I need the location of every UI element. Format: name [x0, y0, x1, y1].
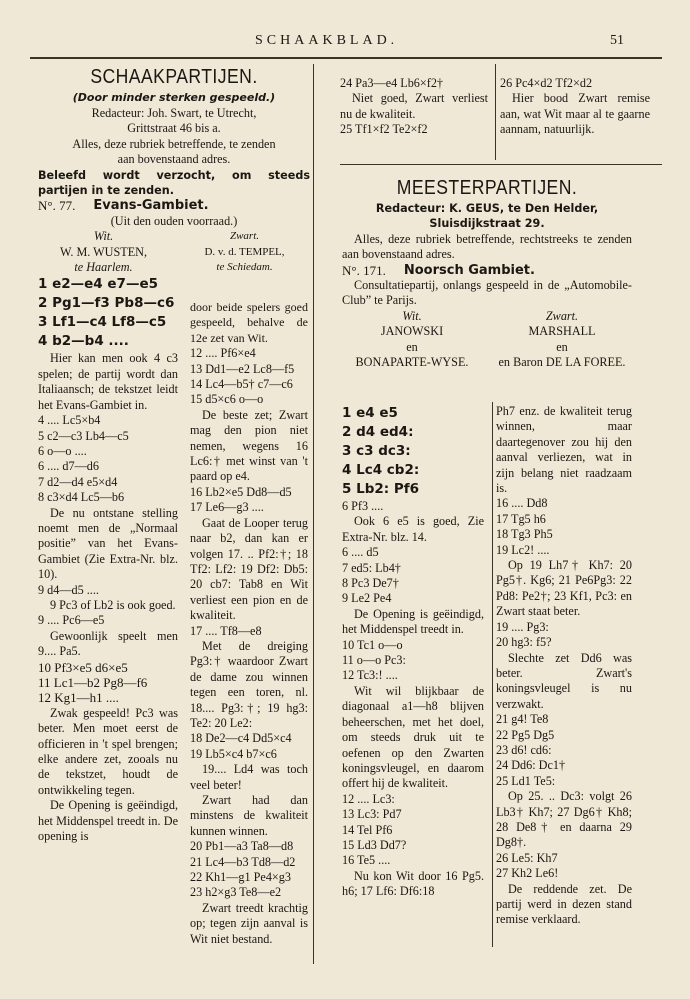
- players: [342, 309, 632, 371]
- move-line: 11 Lc1—b2 Pg8—f6: [38, 675, 148, 690]
- move-line: 12 .... Pf6×e4: [190, 346, 256, 361]
- move-line: 21 g4! Te8: [496, 712, 549, 727]
- move-line: 12 .... Lc3:: [342, 791, 395, 806]
- game-number: N°. 77.: [38, 198, 76, 214]
- move-line: 8 Pc3 De7†: [342, 576, 399, 591]
- annotation: Hier bood Zwart remise aan, wat Wit maar al te gaarne aannam, natuurlijk.: [500, 91, 650, 137]
- middle-column: [190, 300, 308, 947]
- annotation: Op 25. .. Dc3: volgt 26 Lb3† Kh7; 27 Dg6† Kh8; 28 De8† en daarna 29 Dg8†.: [496, 789, 632, 850]
- section-rule-right: [492, 402, 493, 947]
- annotation: 9 Pc3 of Lb2 is ook goed.: [50, 597, 176, 612]
- move-line: 21 Lc4—b3 Td8—d2: [190, 854, 296, 869]
- continuation-block-right: [500, 76, 650, 138]
- section-title: MEESTERPARTIJEN.: [396, 177, 578, 199]
- annotation: Gaat de Looper terug naar b2, dan kan er volgen 17. .. Pf2:†; 18 Tf2: Lf2: 19 Df2: Db5: 20 cb7: Tab8 en Wit verliest een pion en de kwaliteit.: [190, 515, 308, 623]
- annotation: De beste zet; Zwart mag den pion niet nemen, wegens 16 Lc6:† met winst van 't paard op e4.: [190, 407, 308, 484]
- move-line: 17 .... Tf8—e8: [190, 623, 262, 638]
- move-line: 13 Lc3: Pd7: [342, 807, 402, 822]
- move-line: 24 Pa3—e4 Lb6×f2†: [340, 76, 444, 90]
- move-line: 2 d4 ed4:: [342, 424, 414, 440]
- move-line: 13 Dd1—e2 Lc8—f5: [190, 361, 295, 376]
- annotation: De Opening is geëindigd, het Middenspel treedt in. De opening is: [38, 798, 178, 844]
- editor-line: Redacteur: K. GEUS, te Den Helder, Sluisdijkstraat 29.: [375, 202, 599, 231]
- intro-line: Alles, deze rubriek betreffende, te zenden: [72, 136, 276, 151]
- move-line: 4 .... Lc5×b4: [38, 413, 101, 428]
- move-line: 15 d5×c6 o—o: [190, 392, 264, 407]
- white-player-2: BONAPARTE-WYSE.: [355, 355, 469, 370]
- annotation: Ook 6 e5 is goed, Zie Extra-Nr. blz. 14.: [342, 514, 484, 544]
- game-heading: [342, 263, 632, 278]
- game-source: (Uit den ouden voorraad.): [110, 213, 238, 228]
- move-line: 19 Lc2! ....: [496, 542, 550, 557]
- move-line: 9 .... Pc6—e5: [38, 613, 105, 628]
- annotation: Zwak gespeeld! Pc3 was beter. Men moet eerst de officieren in 't spel brengen; elke andere zet, zooals nu de tekstzet, houdt de ontwikkeling tegen.: [38, 705, 178, 797]
- annotation: Wit wil blijkbaar de diagonaal a1—h8 blijven beheerschen, met het doel, om steeds druk uit te oefenen op den Zwarten koningsvleugel, en daarom offert hij de kwaliteit.: [342, 683, 484, 791]
- header-rule: [30, 57, 662, 59]
- move-line: 20 hg3: f5?: [496, 635, 552, 650]
- move-line: 11 o—o Pc3:: [342, 653, 406, 668]
- move-line: 19 Lb5×c4 b7×c6: [190, 746, 277, 761]
- move-line: 9 d4—d5 ....: [38, 582, 99, 597]
- annotation: De reddende zet. De partij werd in dezen stand remise verklaard.: [496, 881, 632, 927]
- move-line: 8 c3×d4 Lc5—b6: [38, 490, 125, 505]
- move-line: 16 Te5 ....: [342, 853, 391, 868]
- journal-title: SCHAAKBLAD.: [255, 33, 399, 48]
- annotation: De nu ontstane stelling noemt men de „Normaal positie” van het Evans-Gambiet (Zie Extra-Nr. blz. 10).: [38, 505, 178, 582]
- section-title: SCHAAKPARTIJEN.: [90, 66, 258, 88]
- page-number: 51: [610, 33, 624, 48]
- annotation: Nu kon Wit door 16 Pg5. h6; 17 Lf6: Df6:18: [342, 868, 484, 899]
- annotation: Op 19 Lh7† Kh7: 20 Pg5†. Kg6; 21 Pe6Pg3: 22 Pd8: Pe2†; 23 Kf1, Pc3: en Zwart staat beter.: [496, 558, 632, 619]
- black-label: Zwart.: [545, 308, 579, 323]
- editor-address: Grittstraat 46 bis a.: [127, 121, 221, 136]
- meester-left-col: [342, 404, 484, 900]
- move-line: 6 .... d5: [342, 545, 379, 560]
- annotation: 19.... Ld4 was toch veel beter!: [190, 762, 308, 792]
- annotation: Slechte zet Dd6 was beter. Zwart's koningsvleugel is nu verzwakt.: [496, 650, 632, 711]
- move-line: 14 Tel Pf6: [342, 822, 393, 837]
- move-line: 5 c2—c3 Lb4—c5: [38, 428, 129, 443]
- move-line: 7 d2—d4 e5×d4: [38, 474, 118, 489]
- meesterpartijen-section: [342, 175, 632, 370]
- move-line: 15 Ld3 Dd7?: [342, 837, 407, 852]
- move-line: 17 Tg5 h6: [496, 511, 546, 526]
- move-line: 6 .... d7—d6: [38, 459, 99, 474]
- game-name: Noorsch Gambiet.: [403, 262, 535, 278]
- annotation: Zwart treedt krachtig op; tegen zijn aanval is Wit niet bestand.: [190, 900, 308, 946]
- conjunction: en: [556, 339, 568, 354]
- move-line: 16 .... Dd8: [496, 496, 548, 511]
- move-line: 3 c3 dc3:: [342, 443, 411, 459]
- move-line: 4 Lc4 cb2:: [342, 462, 420, 478]
- editor-line: Redacteur: Joh. Swart, te Utrecht,: [91, 106, 257, 120]
- white-player: W. M. WUSTEN,: [59, 244, 147, 259]
- annotation: Niet goed, Zwart verliest nu de kwaliteit.: [340, 91, 488, 121]
- move-line: 12 Tc3:! ....: [342, 668, 398, 683]
- move-line: 22 Kh1—g1 Pe4×g3: [190, 870, 291, 885]
- annotation: Met de dreiging Pg3:† waardoor Zwart de dame zou winnen tegen een toren, nl. 18.... Pg3:†; 19 hg3: Te2: 20 Le2:: [190, 638, 308, 730]
- column-divider-left: [313, 64, 314, 964]
- move-line: 23 d6! cd6:: [496, 742, 552, 757]
- move-line: 1 e4 e5: [342, 405, 398, 421]
- annotation: Ph7 enz. de kwaliteit terug winnen, maar daartegenover zou hij den aanval verliezen, wat in zijn belang niet raadzaam is.: [496, 404, 632, 496]
- white-city: te Haarlem.: [74, 260, 133, 275]
- move-line: 26 Pc4×d2 Tf2×d2: [500, 76, 593, 90]
- move-line: 12 Kg1—h1 ....: [38, 690, 119, 706]
- column-divider-right: [495, 64, 496, 160]
- move-line: 18 De2—c4 Dd5×c4: [190, 731, 292, 746]
- move-line: 4 b2—b4 ....: [38, 333, 129, 350]
- page-header: [0, 33, 690, 55]
- move-line: 25 Ld1 Te5:: [496, 773, 556, 788]
- section-rule: [340, 164, 662, 165]
- continuation-block: [340, 76, 488, 138]
- move-line: 24 Dd6: Dc1†: [496, 758, 566, 773]
- game-number: N°. 171.: [342, 262, 386, 278]
- move-line: 14 Lc4—b5† c7—c6: [190, 377, 293, 392]
- annotation: door beide spelers goed gespeeld, behalve de 12e zet van Wit.: [190, 300, 308, 345]
- move-line: 17 Le6—g3 ....: [190, 500, 264, 515]
- game-description: Consultatiepartij, onlangs gespeeld in de „Automobile-Club” te Parijs.: [342, 278, 632, 308]
- game-name: Evans-Gambiet.: [93, 198, 209, 214]
- white-label: Wit.: [93, 229, 114, 244]
- annotation: Gewoonlijk speelt men 9.... Pa5.: [38, 628, 178, 659]
- annotation: Zwart had dan minstens de kwaliteit kunnen winnen.: [190, 793, 308, 838]
- players: [38, 229, 310, 275]
- conjunction: en: [406, 339, 418, 354]
- black-label: Zwart.: [229, 230, 260, 243]
- move-line: 7 ed5: Lb4†: [342, 560, 401, 575]
- move-line: 6 Pf3 ....: [342, 499, 384, 513]
- move-line: 2 Pg1—f3 Pb8—c6: [38, 295, 175, 312]
- move-line: 16 Lb2×e5 Dd8—d5: [190, 484, 292, 499]
- move-line: 27 Kh2 Le6!: [496, 866, 559, 881]
- move-line: 26 Le5: Kh7: [496, 850, 558, 865]
- move-line: 10 Tc1 o—o: [342, 637, 403, 652]
- move-line: 6 o—o ....: [38, 443, 87, 458]
- request-text: Beleefd wordt verzocht, om steeds partijen in te zenden.: [38, 168, 310, 198]
- move-line: 22 Pg5 Dg5: [496, 727, 555, 742]
- intro-line: Alles, deze rubriek betreffende, rechtstreeks te zenden aan bovenstaand adres.: [342, 231, 632, 262]
- white-label: Wit.: [402, 308, 422, 323]
- move-line: 23 h2×g3 Te8—e2: [190, 885, 282, 900]
- game-heading: [38, 198, 310, 213]
- move-line: 25 Tf1×f2 Te2×f2: [340, 122, 428, 137]
- intro-line-2: aan bovenstaand adres.: [117, 152, 231, 167]
- move-line: 20 Pb1—a3 Ta8—d8: [190, 839, 294, 854]
- black-player-2: en Baron DE LA FOREE.: [498, 355, 626, 370]
- move-line: 3 Lf1—c4 Lf8—c5: [38, 314, 167, 331]
- black-city: te Schiedam.: [216, 261, 273, 274]
- meester-right-col: [496, 404, 632, 928]
- black-player: MARSHALL: [528, 324, 596, 339]
- move-line: 1 e2—e4 e7—e5: [38, 276, 158, 293]
- annotation: De Opening is geëindigd, het Middenspel treedt in.: [342, 606, 484, 637]
- move-line: 18 Tg3 Ph5: [496, 527, 553, 542]
- annotation: Hier kan men ook 4 c3 spelen; de partij wordt dan Italiaansch; de tekstzet leidt het Evans-Gambiet in.: [38, 351, 178, 412]
- move-line: 19 .... Pg3:: [496, 619, 549, 634]
- white-player: JANOWSKI: [380, 324, 444, 339]
- section-subtitle: (Door minder sterken gespeeld.): [72, 91, 276, 104]
- move-line: 5 Lb2: Pf6: [342, 481, 420, 497]
- black-player: D. v. d. TEMPEL,: [204, 245, 285, 258]
- move-line: 10 Pf3×e5 d6×e5: [38, 659, 128, 675]
- move-line: 9 Le2 Pe4: [342, 591, 392, 606]
